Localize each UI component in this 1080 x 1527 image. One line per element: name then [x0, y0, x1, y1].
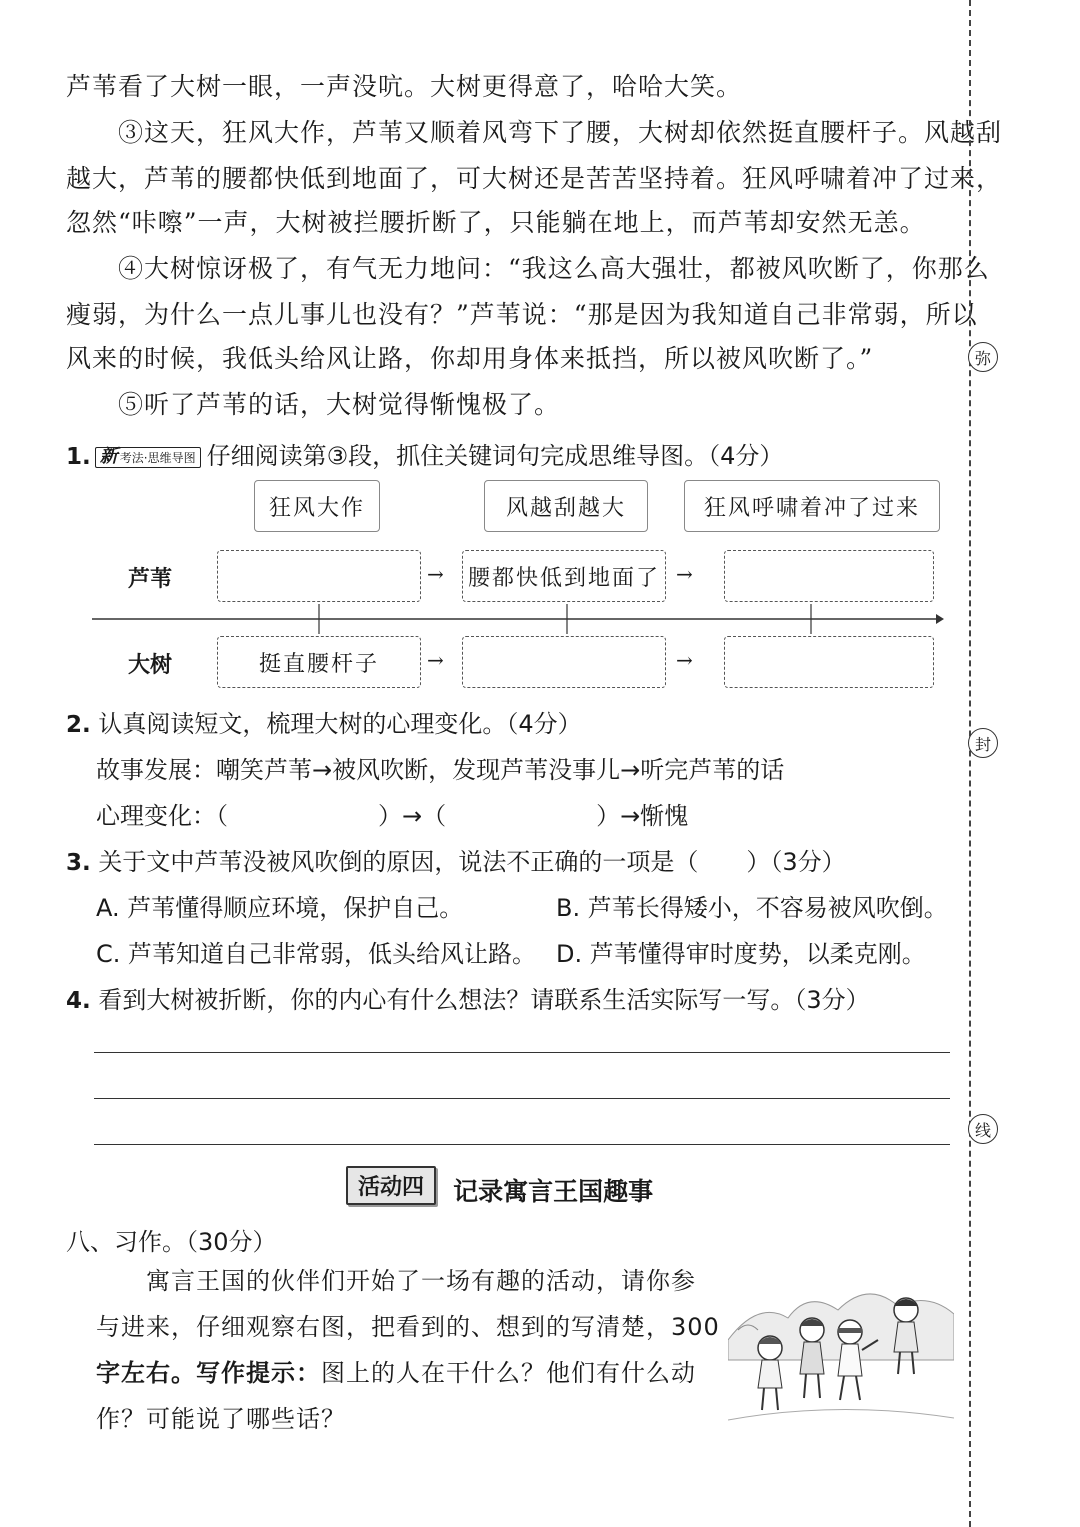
question-number: 4.	[66, 988, 91, 1014]
top-box-2: 风越刮越大	[484, 480, 648, 532]
tree-answer-box-2[interactable]	[462, 636, 666, 688]
option-a[interactable]: A. 芦苇懂得顺应环境，保护自己。	[96, 894, 464, 922]
option-c[interactable]: C. 芦苇知道自己非常弱，低头给风让路。	[96, 940, 537, 968]
badge-text: 考法·思维导图	[119, 450, 196, 465]
essay-heading: 八、习作。（30分）	[66, 1228, 277, 1256]
question-text: 关于文中芦苇没被风吹倒的原因，说法不正确的一项是（ ）（3分）	[98, 848, 846, 876]
question-4	[66, 980, 870, 1015]
passage-line: ③这天，狂风大作，芦苇又顺着风弯下了腰，大树却依然挺直腰杆子。风越刮	[118, 118, 1003, 147]
badge-new-label: 新	[99, 445, 118, 467]
option-d[interactable]: D. 芦苇懂得审时度势，以柔克刚。	[556, 940, 926, 968]
mood-label: 心理变化：（	[96, 802, 228, 830]
top-box-1: 狂风大作	[254, 480, 380, 532]
timeline-axis	[90, 600, 945, 634]
essay-prompt-line: 寓言王国的伙伴们开始了一场有趣的活动，请你参	[146, 1267, 696, 1295]
answer-line[interactable]	[94, 1098, 950, 1099]
question-2	[66, 704, 582, 739]
writing-hint-text: 图上的人在干什么？他们有什么动	[321, 1359, 696, 1387]
row-label-reed: 芦苇	[128, 567, 173, 592]
answer-line[interactable]	[94, 1144, 950, 1145]
passage-line: ④大树惊讶极了，有气无力地问：“我这么高大强壮，都被风吹断了，你那么	[118, 254, 990, 283]
essay-prompt-line	[96, 1350, 696, 1396]
essay-prompt-line: 与进来，仔细观察右图，把看到的、想到的写清楚，300	[96, 1313, 720, 1341]
question-number: 1.	[66, 444, 91, 470]
answer-line[interactable]	[94, 1052, 950, 1053]
reed-answer-box-2: 腰都快低到地面了	[462, 550, 666, 602]
question-text: 认真阅读短文，梳理大树的心理变化。（4分）	[98, 710, 582, 738]
passage-line: ⑤听了芦苇的话，大树觉得惭愧极了。	[118, 390, 561, 419]
question-number: 3.	[66, 850, 91, 876]
passage-line: 越大，芦苇的腰都快低到地面了，可大树还是苦苦坚持着。狂风呼啸着冲了过来，	[66, 164, 1003, 193]
reed-answer-box-1[interactable]	[217, 550, 421, 602]
top-box-3: 狂风呼啸着冲了过来	[684, 480, 940, 532]
children-playing-illustration	[728, 1270, 954, 1430]
passage-line: 忽然“咔嚓”一声，大树被拦腰折断了，只能躺在地上，而芦苇却安然无恙。	[66, 208, 926, 237]
binding-dashed-line	[969, 0, 971, 1527]
writing-hint-label: 字左右。写作提示：	[96, 1359, 321, 1387]
arrow-icon: →	[676, 648, 693, 672]
question-text: 仔细阅读第③段，抓住关键词句完成思维导图。（4分）	[206, 442, 784, 470]
arrow-icon: →	[427, 562, 444, 586]
arrow-icon: →	[427, 648, 444, 672]
passage-line: 芦苇看了大树一眼，一声没吭。大树更得意了，哈哈大笑。	[66, 72, 743, 101]
row-label-tree: 大树	[128, 653, 173, 678]
arrow-icon: →	[676, 562, 693, 586]
tree-answer-box-1: 挺直腰杆子	[217, 636, 421, 688]
question-3	[66, 842, 846, 877]
new-method-badge	[95, 447, 201, 468]
passage-line: 风来的时候，我低头给风让路，你却用身体来抵挡，所以被风吹断了。”	[66, 344, 874, 373]
activity-tag: 活动四	[346, 1166, 436, 1205]
activity-header	[346, 1166, 653, 1208]
reed-answer-box-3[interactable]	[724, 550, 934, 602]
margin-char-1: 弥	[968, 342, 998, 372]
activity-title: 记录寓言王国趣事	[453, 1176, 654, 1206]
margin-char-2: 封	[968, 728, 998, 758]
margin-char-3: 线	[968, 1114, 998, 1144]
question-number: 2.	[66, 712, 91, 738]
mood-end: ）→惭愧	[596, 802, 689, 830]
question-text: 看到大树被折断，你的内心有什么想法？请联系生活实际写一写。（3分）	[98, 986, 870, 1014]
mood-mid: ）→（	[378, 802, 447, 830]
essay-prompt-line: 作？可能说了哪些话？	[96, 1405, 346, 1433]
option-b[interactable]: B. 芦苇长得矮小，不容易被风吹倒。	[556, 894, 948, 922]
tree-answer-box-3[interactable]	[724, 636, 934, 688]
passage-line: 瘦弱，为什么一点儿事儿也没有？”芦苇说：“那是因为我知道自己非常弱，所以	[66, 300, 978, 329]
mood-line	[96, 796, 688, 831]
question-1	[66, 436, 783, 471]
story-line: 故事发展：嘲笑芦苇→被风吹断，发现芦苇没事儿→听完芦苇的话	[96, 756, 785, 784]
